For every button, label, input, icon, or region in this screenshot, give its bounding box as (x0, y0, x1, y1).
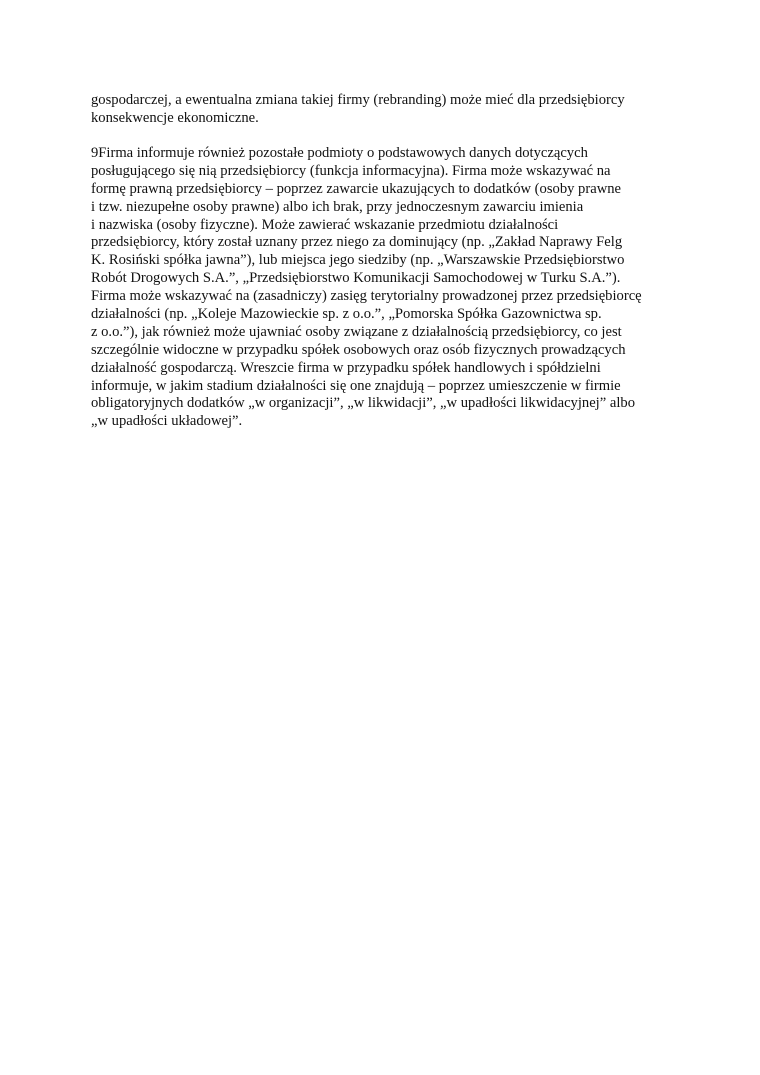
paragraph-line: szczególnie widoczne w przypadku spółek osobowych oraz osób fizycznych prowadzących (91, 341, 626, 358)
paragraph-line: działalności (np. „Koleje Mazowieckie sp. z o.o.”, „Pomorska Spółka Gazownictwa sp. (91, 306, 602, 323)
paragraph-rebranding (91, 92, 691, 128)
paragraph-line: formę prawną przedsiębiorcy – poprzez zawarcie ukazujących to dodatków (osoby prawne (91, 180, 622, 197)
paragraph-line: z o.o.”), jak również może ujawniać osoby związane z działalnością przedsiębiorcy, co jest (91, 323, 622, 340)
paragraph-line: i nazwiska (osoby fizyczne). Może zawierać wskazanie przedmiotu działalności (91, 216, 559, 233)
paragraph-informational-function (91, 145, 691, 431)
paragraph-line: posługującego się nią przedsiębiorcy (funkcja informacyjna). Firma może wskazywać na (91, 162, 611, 179)
paragraph-line: Robót Drogowych S.A.”, „Przedsiębiorstwo Komunikacji Samochodowej w Turku S.A.”). (91, 270, 621, 287)
paragraph-line: K. Rosiński spółka jawna”), lub miejsca jego siedziby (np. „Warszawskie Przedsiębiorstwo (91, 252, 625, 269)
paragraph-line: Firma może wskazywać na (zasadniczy) zasięg terytorialny prowadzonej przez przedsiębiorcę (91, 288, 642, 305)
paragraph-line: konsekwencje ekonomiczne. (91, 109, 259, 126)
paragraph-line: i tzw. niezupełne osoby prawne) albo ich brak, przy jednoczesnym zawarciu imienia (91, 198, 584, 215)
paragraph-line: „w upadłości układowej”. (91, 413, 243, 430)
paragraph-line: informuje, w jakim stadium działalności się one znajdują – poprzez umieszczenie w firmie (91, 377, 621, 394)
paragraph-line: obligatoryjnych dodatków „w organizacji”, „w likwidacji”, „w upadłości likwidacyjnej” albo (91, 395, 635, 412)
paragraph-line: przedsiębiorcy, który został uznany przez niego za dominujący (np. „Zakład Naprawy Felg (91, 234, 623, 251)
paragraph-line: gospodarczej, a ewentualna zmiana takiej firmy (rebranding) może mieć dla przedsiębiorcy (91, 92, 625, 108)
paragraph-line: działalność gospodarczą. Wreszcie firma w przypadku spółek handlowych i spółdzielni (91, 359, 601, 376)
paragraph-line: 9Firma informuje również pozostałe podmioty o podstawowych danych dotyczących (91, 145, 588, 161)
